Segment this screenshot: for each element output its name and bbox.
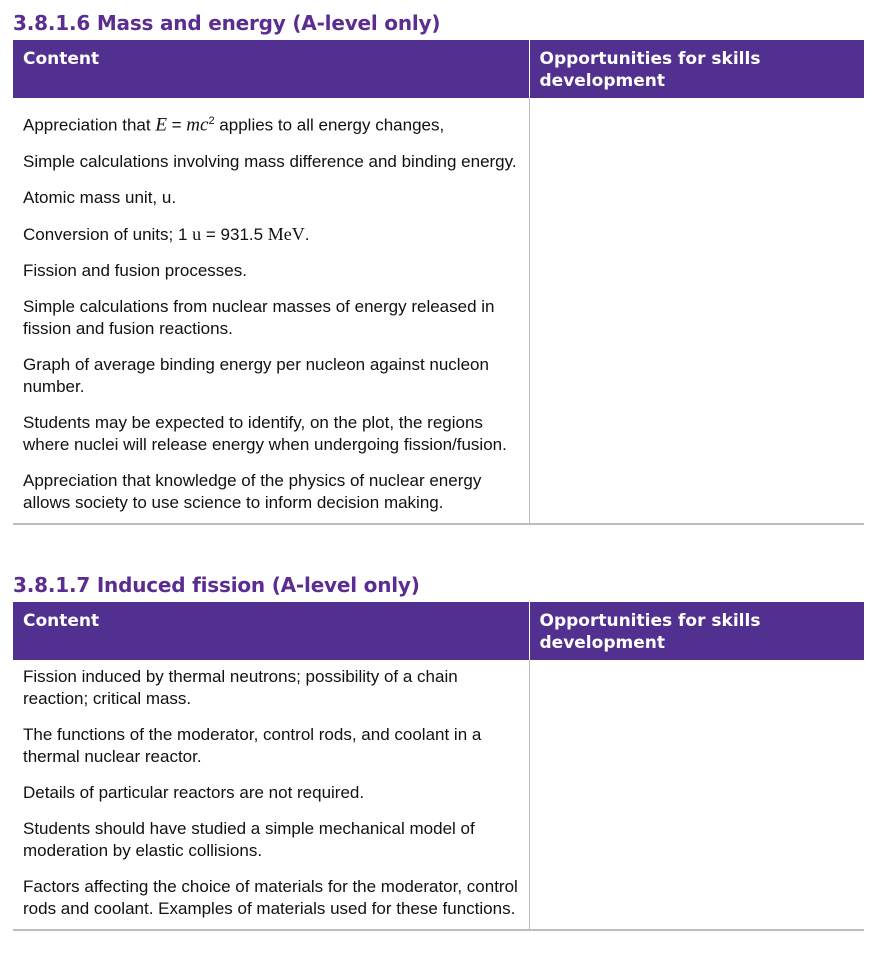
- content-cell: [13, 660, 529, 930]
- content-item: Fission and fusion processes.: [23, 260, 247, 280]
- content-item: Fission induced by thermal neutrons; possibility of a chain reaction; critical mass.: [23, 667, 458, 708]
- content-item: Conversion of units; 1 u = 931.5 MeV.: [23, 223, 310, 244]
- content-item: Appreciation that knowledge of the physics of nuclear energy allows society to use science to inform decision making.: [23, 470, 482, 512]
- column-header-skills: Opportunities for skills development: [529, 40, 864, 98]
- content-item: The functions of the moderator, control rods, and coolant in a thermal nuclear reactor.: [23, 725, 482, 766]
- spec-table: [13, 40, 864, 525]
- skills-cell: [529, 98, 864, 524]
- section-title: 3.8.1.6 Mass and energy (A-level only): [13, 11, 441, 35]
- content-item: Graph of average binding energy per nucleon against nucleon number.: [23, 354, 489, 396]
- skills-cell: [529, 660, 864, 930]
- content-item: Details of particular reactors are not required.: [23, 783, 365, 802]
- section-title: 3.8.1.7 Induced fission (A-level only): [13, 573, 420, 597]
- content-item: Factors affecting the choice of materials for the moderator, control rods and coolant. Examples of materials used for these functions.: [23, 877, 518, 918]
- content-item: Students may be expected to identify, on the plot, the regions where nuclei will release energy when undergoing fission/fusion.: [23, 412, 507, 454]
- spec-table: [13, 602, 864, 931]
- content-item: Students should have studied a simple mechanical model of moderation by elastic collisions.: [23, 819, 475, 860]
- section-mass-and-energy: [13, 10, 864, 525]
- section-induced-fission: [13, 572, 864, 931]
- column-header-skills: Opportunities for skills development: [529, 602, 864, 660]
- content-cell: [13, 98, 529, 524]
- column-header-content: Content: [13, 602, 529, 660]
- content-item: Simple calculations involving mass difference and binding energy.: [23, 151, 517, 171]
- content-item: Atomic mass unit, u.: [23, 187, 177, 207]
- column-header-content: Content: [13, 40, 529, 98]
- content-item: Simple calculations from nuclear masses of energy released in fission and fusion reactions.: [23, 296, 495, 338]
- content-item: Appreciation that $E = mc^2$ applies to all energy changes,: [23, 114, 445, 136]
